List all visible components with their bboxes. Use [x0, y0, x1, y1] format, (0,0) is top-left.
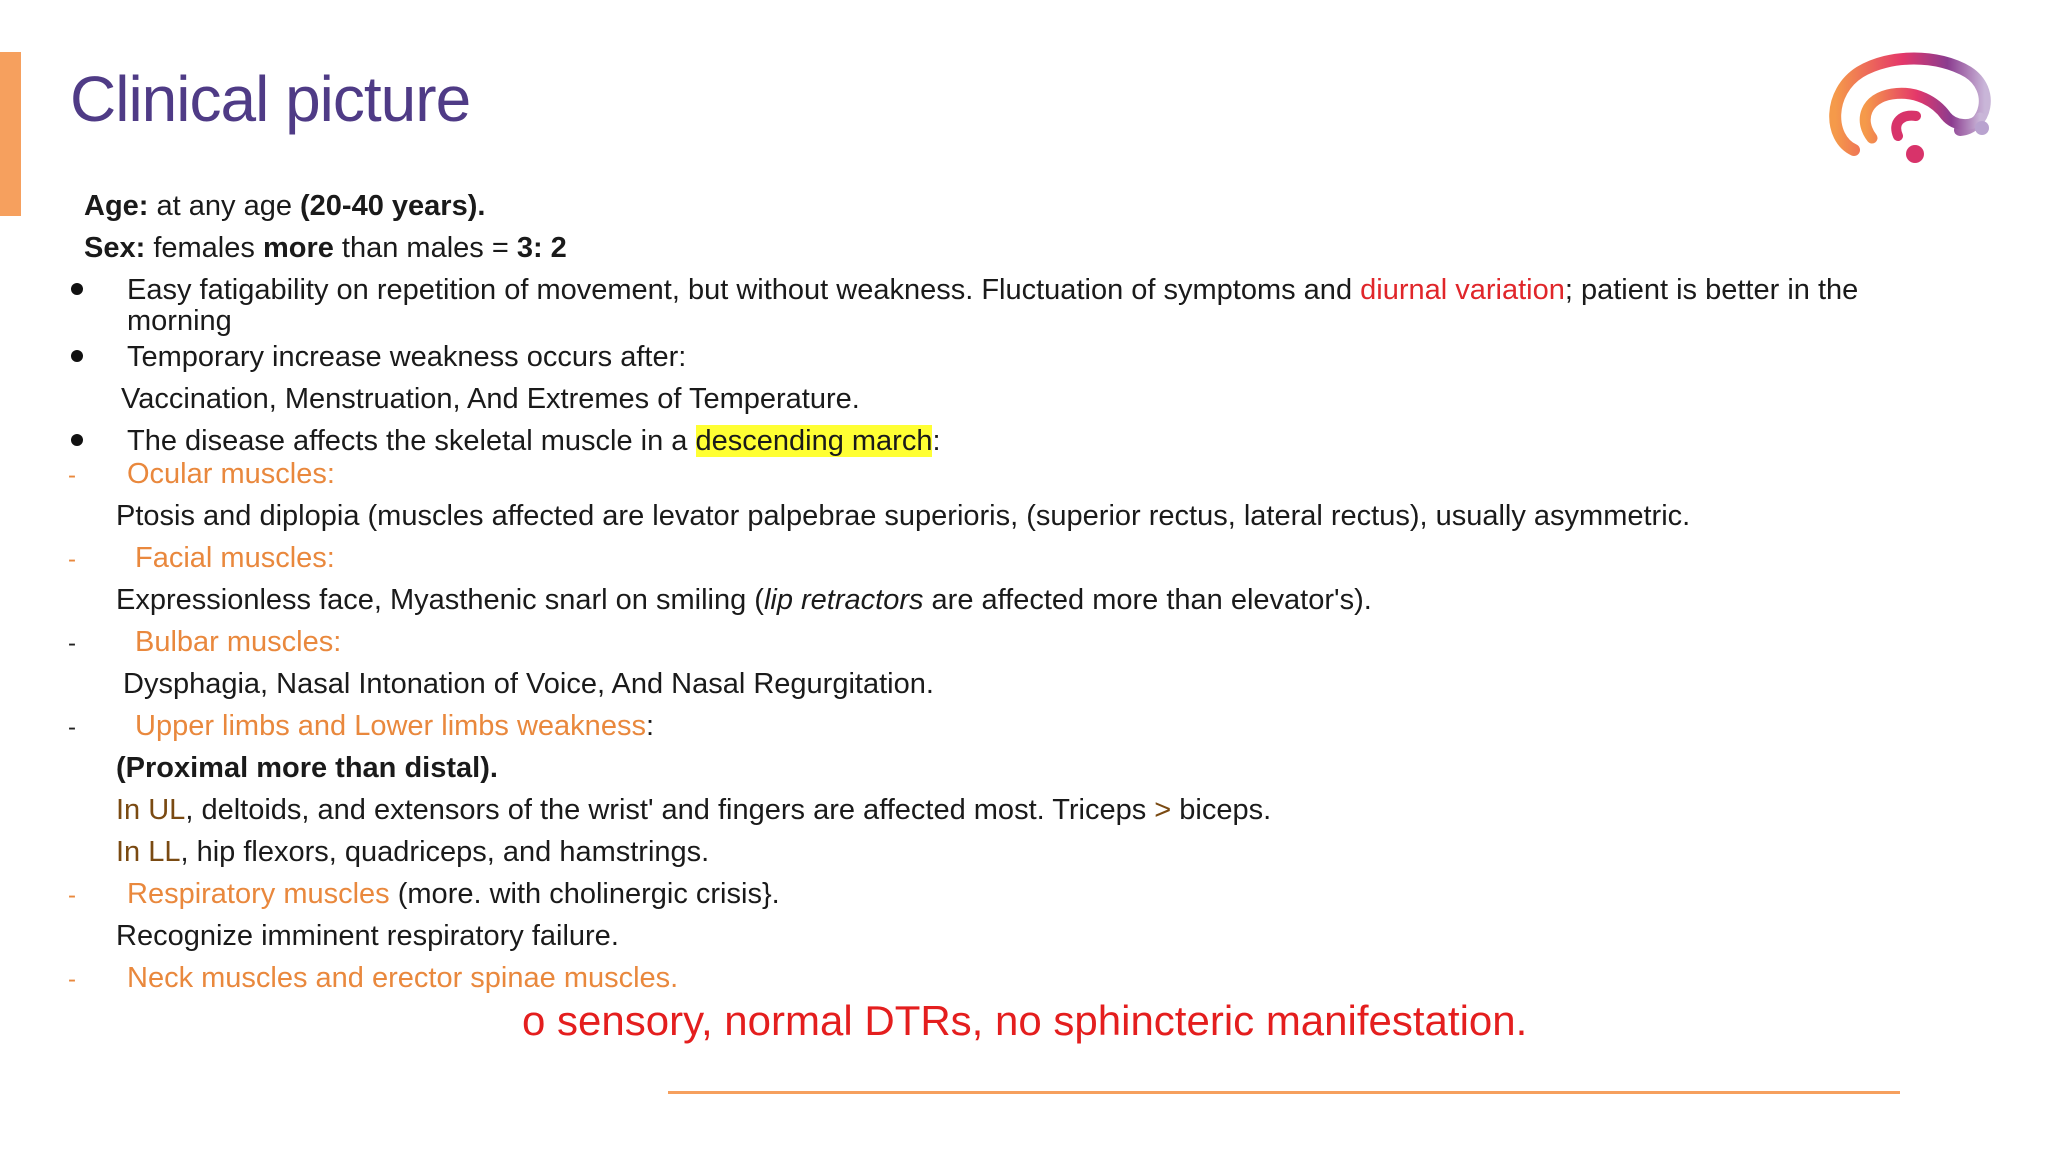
bullet-icon — [71, 283, 83, 295]
sex-text-1: females — [145, 232, 263, 264]
sex-more: more — [262, 232, 334, 264]
dash-marker: - — [68, 882, 76, 909]
ll-line — [116, 836, 709, 869]
ll-text: , hip flexors, quadriceps, and hamstrings. — [180, 836, 710, 868]
respiratory-body: Recognize imminent respiratory failure. — [116, 920, 619, 952]
limbs-heading — [135, 710, 654, 743]
proximal-line: (Proximal more than distal). — [116, 752, 498, 784]
disease-text: The disease affects the skeletal muscle in a — [127, 425, 696, 457]
dash-marker: - — [68, 546, 76, 573]
neck-heading: Neck muscles and erector spinae muscles. — [127, 962, 679, 994]
age-range: (20-40 years). — [300, 190, 486, 222]
ul-greater-than: > — [1154, 794, 1172, 826]
temporary-weakness-line: Temporary increase weakness occurs after: — [127, 341, 687, 373]
fatigue-line — [127, 274, 1858, 307]
bulbar-body: Dysphagia, Nasal Intonation of Voice, And Nasal Regurgitation. — [123, 668, 934, 700]
disease-colon: : — [932, 425, 941, 457]
bullet-icon — [71, 434, 83, 446]
ocular-body: Ptosis and diplopia (muscles affected are levator palpebrae superioris, (superior rectus, lateral rectus), usually asymmetric. — [116, 500, 1691, 532]
age-text: at any age — [148, 190, 301, 222]
sex-line — [84, 232, 567, 265]
dash-marker: - — [68, 630, 76, 657]
ocular-heading: Ocular muscles: — [127, 458, 335, 490]
ul-text-1: , deltoids, and extensors of the wrist' and fingers are affected most. Triceps — [185, 794, 1155, 826]
dash-marker: - — [68, 966, 76, 993]
sex-label: Sex: — [84, 232, 146, 264]
limbs-colon: : — [645, 710, 655, 742]
fatigue-continuation: morning — [127, 305, 232, 337]
facial-body — [116, 584, 1372, 617]
fatigue-tail: ; patient is better in the — [1564, 274, 1859, 306]
dash-marker: - — [68, 462, 76, 489]
respiratory-heading — [127, 878, 780, 911]
age-label: Age: — [84, 190, 149, 222]
ul-text-2: biceps. — [1171, 794, 1272, 826]
respiratory-text: (more. with cholinergic crisis}. — [389, 878, 780, 910]
respiratory-heading-text: Respiratory muscles — [127, 878, 390, 910]
ul-line — [116, 794, 1271, 827]
facial-body-2: are affected more than elevator's). — [923, 584, 1372, 616]
bulbar-heading: Bulbar muscles: — [135, 626, 342, 658]
dash-marker: - — [68, 714, 76, 741]
ll-label: In LL — [116, 836, 181, 868]
limbs-heading-text: Upper limbs and Lower limbs weakness — [135, 710, 646, 742]
sex-text-2: than males = — [333, 232, 517, 264]
bottom-note: o sensory, normal DTRs, no sphincteric manifestation. — [522, 997, 1528, 1044]
fatigue-text: Easy fatigability on repetition of movement, but without weakness. Fluctuation of symptoms and — [127, 274, 1361, 306]
vaccination-line: Vaccination, Menstruation, And Extremes of Temperature. — [121, 383, 860, 415]
descending-march-highlight: descending march — [695, 425, 933, 457]
facial-body-1: Expressionless face, Myasthenic snarl on smiling ( — [116, 584, 764, 616]
bottom-rule — [668, 1091, 1900, 1094]
slide-title: Clinical picture — [70, 63, 471, 135]
facial-heading: Facial muscles: — [135, 542, 335, 574]
age-line — [84, 190, 485, 223]
descending-march-line — [127, 425, 941, 458]
bullet-icon — [71, 350, 83, 362]
diurnal-variation: diurnal variation — [1360, 274, 1565, 306]
lip-retractors: lip retractors — [763, 584, 924, 616]
sex-ratio: 3: 2 — [516, 232, 567, 264]
ul-label: In UL — [116, 794, 186, 826]
